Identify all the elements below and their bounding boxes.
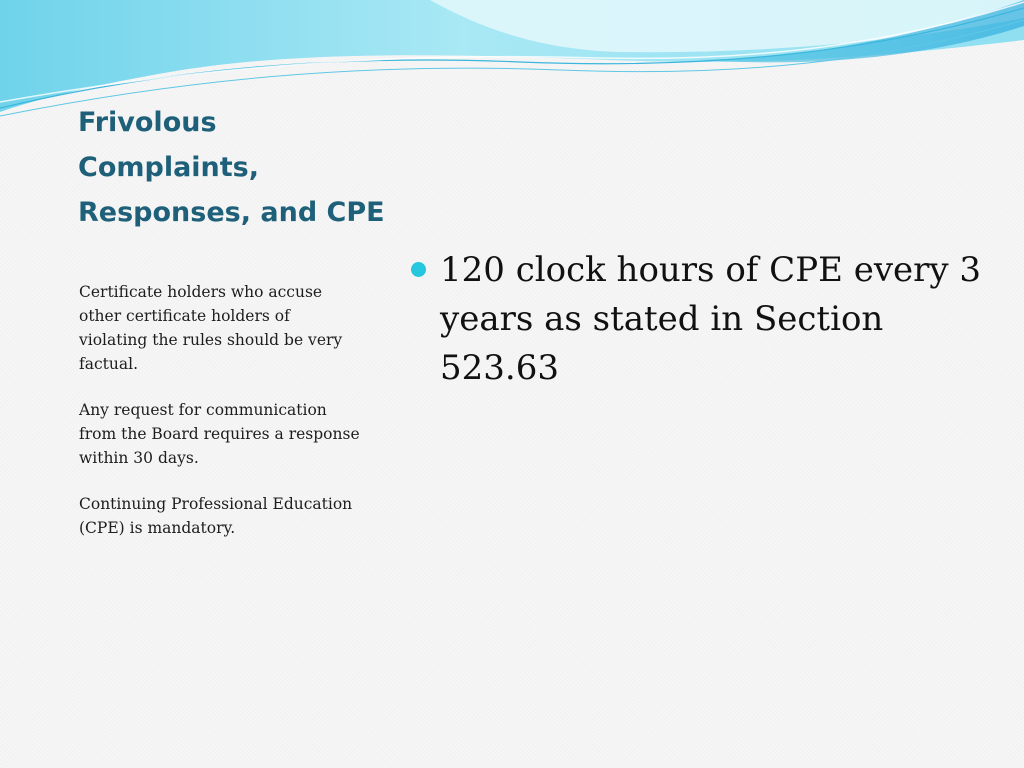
note-line: within 30 days. <box>79 449 199 467</box>
slide-title-line: Responses, and CPE <box>78 197 385 228</box>
bullet-list <box>411 246 991 393</box>
note-cpe-mandatory <box>79 492 399 540</box>
slide-title <box>78 100 398 235</box>
bullet-item <box>411 246 991 393</box>
note-board-response <box>79 398 399 470</box>
bullet-line: 120 clock hours of CPE every 3 <box>440 250 982 290</box>
note-line: from the Board requires a response <box>79 425 360 443</box>
bullet-dot-icon <box>411 262 426 277</box>
slide-title-line: Complaints, <box>78 152 260 183</box>
note-line: Certificate holders who accuse <box>79 283 323 301</box>
note-line: other certificate holders of <box>79 307 290 325</box>
left-notes <box>79 280 399 562</box>
note-line: Any request for communication <box>79 401 327 419</box>
note-line: Continuing Professional Education <box>79 495 353 513</box>
note-line: violating the rules should be very <box>79 331 343 349</box>
note-accusations <box>79 280 399 376</box>
bullet-text <box>440 246 991 393</box>
slide-title-line: Frivolous <box>78 107 217 138</box>
note-line: (CPE) is mandatory. <box>79 519 236 537</box>
bullet-line: 523.63 <box>440 348 559 388</box>
bullet-line: years as stated in Section <box>440 299 884 339</box>
note-line: factual. <box>79 355 138 373</box>
